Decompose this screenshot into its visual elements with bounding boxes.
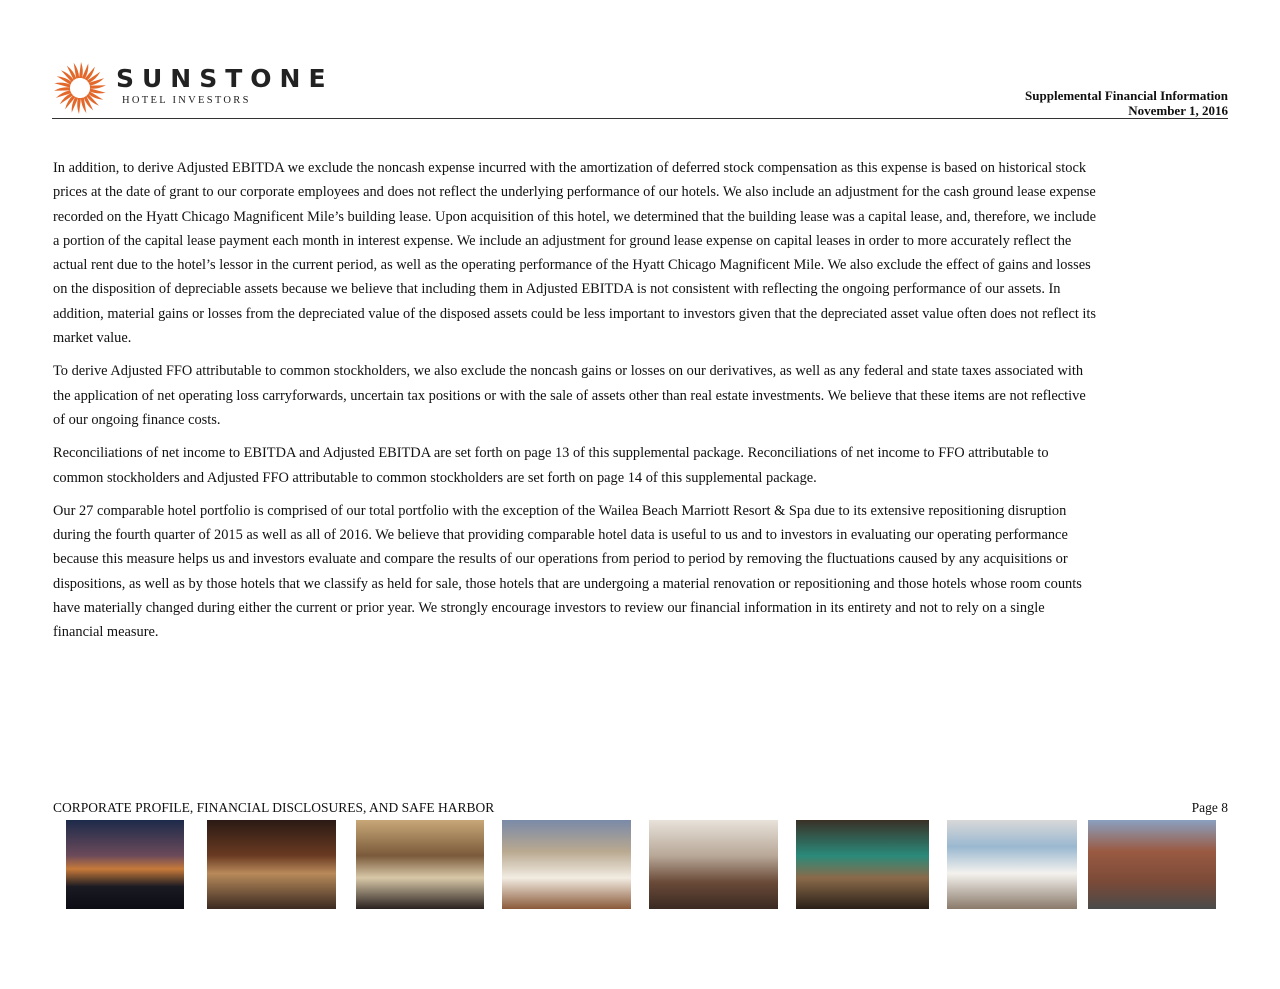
text-line: prices at the date of grant to our corporate employees and does not reflect the underlying performance of our hotels. We also include an adjustment for the cash ground lease expense xyxy=(53,184,1096,201)
text-line: financial measure. xyxy=(53,624,159,641)
page-header xyxy=(1025,88,1228,118)
text-line: actual rent due to the hotel’s lessor in the current period, as well as the operating performance of the Hyatt Chicago Magnificent Mile. We also exclude the effect of gains and losses xyxy=(53,257,1091,274)
footer-section: CORPORATE PROFILE, FINANCIAL DISCLOSURES, AND SAFE HARBOR xyxy=(53,800,495,815)
sun-icon xyxy=(52,60,108,116)
paragraph xyxy=(53,156,1233,350)
photo-hotel-exterior-night xyxy=(66,820,184,909)
body-text xyxy=(53,156,1233,654)
text-line: on the disposition of depreciable assets because we believe that including them in Adjusted EBITDA is not consistent with reflecting the ongoing performance of our assets. In xyxy=(53,281,1061,298)
text-line: In addition, to derive Adjusted EBITDA we exclude the noncash expense incurred with the amortization of deferred stock compensation as this expense is based on historical stock xyxy=(53,160,1087,176)
logo-subtitle: HOTEL INVESTORS xyxy=(122,95,251,106)
paragraph xyxy=(53,499,1233,645)
photo-hotel-lobby xyxy=(356,820,484,909)
paragraph xyxy=(53,359,1233,432)
text-line: Our 27 comparable hotel portfolio is comprised of our total portfolio with the exception of the Wailea Beach Marriott Resort & Spa due to its extensive repositioning disruption xyxy=(53,502,1067,519)
page-number: Page 8 xyxy=(1191,800,1228,815)
logo-name: SUNSTONE xyxy=(116,64,334,93)
header-date: November 1, 2016 xyxy=(1128,103,1228,118)
text-line: Reconciliations of net income to EBITDA and Adjusted EBITDA are set forth on page 13 of this supplemental package. Reconciliations of net income to FFO attributable to xyxy=(53,445,1049,462)
text-line: of our ongoing finance costs. xyxy=(53,411,221,428)
text-line: market value. xyxy=(53,330,132,347)
page-footer xyxy=(53,800,1228,816)
header-divider xyxy=(52,118,1228,119)
sunstone-logo xyxy=(52,60,334,110)
text-line: during the fourth quarter of 2015 as well as all of 2016. We believe that providing comparable hotel data is useful to us and to investors in evaluating our operating performance xyxy=(53,527,1068,544)
photo-restaurant-bar xyxy=(207,820,336,909)
photo-hotel-building-exterior xyxy=(1088,820,1216,909)
text-line: a portion of the capital lease payment each month in interest expense. We include an adjustment for ground lease expense on capital leases in order to more accurately reflect the xyxy=(53,232,1072,249)
text-line: have materially changed during either the current or prior year. We strongly encourage investors to review our financial information in its entirety and not to rely on a single xyxy=(53,600,1045,617)
photo-hotel-room-city-view xyxy=(947,820,1077,909)
photo-lounge-fireplace xyxy=(649,820,778,909)
photo-strip xyxy=(0,820,1280,910)
text-line: recorded on the Hyatt Chicago Magnificent Mile’s building lease. Upon acquisition of this hotel, we determined that the building lease was a capital lease, and, therefore, we include xyxy=(53,208,1096,225)
photo-hotel-bar xyxy=(796,820,929,909)
text-line: To derive Adjusted FFO attributable to common stockholders, we also exclude the noncash gains or losses on our derivatives, as well as any federal and state taxes associated with xyxy=(53,363,1084,380)
text-line: because this measure helps us and investors evaluate and compare the results of our operations from period to period by removing the fluctuations caused by any acquisitions or xyxy=(53,551,1068,568)
photo-hotel-room-ocean-view xyxy=(502,820,631,909)
text-line: common stockholders and Adjusted FFO attributable to common stockholders are set forth on page 14 of this supplemental package. xyxy=(53,469,817,486)
header-title: Supplemental Financial Information xyxy=(1025,88,1228,103)
paragraph xyxy=(53,441,1233,490)
text-line: dispositions, as well as by those hotels that we classify as held for sale, those hotels that are undergoing a material renovation or repositioning and those hotels whose room counts xyxy=(53,575,1082,592)
text-line: addition, material gains or losses from the depreciated value of the disposed assets could be less important to investors given that the depreciated asset value often does not reflect its xyxy=(53,305,1097,322)
text-line: the application of net operating loss carryforwards, uncertain tax positions or with the sale of assets other than real estate investments. We believe that these items are not reflective xyxy=(53,387,1086,404)
